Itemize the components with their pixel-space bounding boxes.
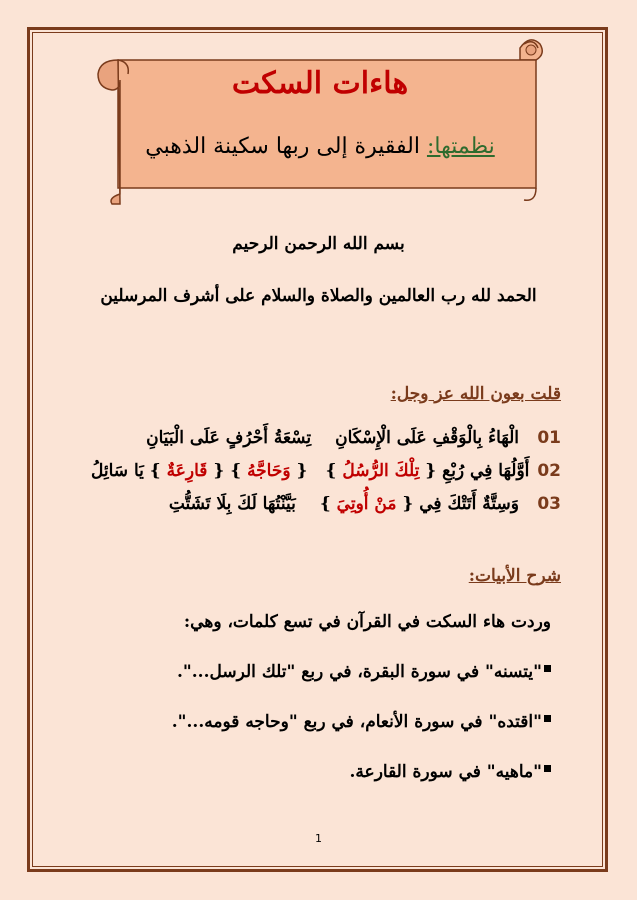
- hamd-line: الحمد لله رب العالمين والصلاة والسلام على أشرف المرسلين: [100, 286, 537, 306]
- page-number: 1: [315, 832, 322, 845]
- verse-text: وَسِتَّةٌ أَتَتْكَ فِي {: [402, 494, 519, 514]
- bullet-square-icon: [544, 665, 551, 672]
- list-item-text: "ماهيه" في سورة القارعة.: [349, 762, 542, 782]
- poem-verse-1: [91, 428, 561, 448]
- verse-text: }: [325, 461, 337, 481]
- verse-text: }: [319, 494, 331, 514]
- verse-text: أَوَّلُهَا فِي رُبْعِ {: [425, 461, 530, 481]
- author-label: نظمتها:: [426, 134, 495, 159]
- bullet-square-icon: [544, 765, 551, 772]
- quranic-word: تِلْكَ الرُّسُلُ: [342, 461, 420, 481]
- poem-verse-2: [91, 461, 561, 481]
- basmala: بسم الله الرحمن الرحيم: [232, 234, 405, 254]
- quranic-word: قَارِعَةٌ: [166, 461, 208, 481]
- poem-verse-3: [91, 494, 561, 514]
- list-item: [172, 712, 551, 732]
- verse-first-hemistich: الْهَاءُ بِالْوَقْفِ عَلَى الْإِسْكَانِ: [335, 428, 519, 448]
- bullet-square-icon: [544, 715, 551, 722]
- title-scroll-banner: [90, 34, 550, 214]
- quranic-word: وَحَاجَّهُ: [247, 461, 291, 481]
- poem-heading: قلت بعون الله عز وجل:: [390, 384, 561, 404]
- verse-first-hemistich: [326, 461, 530, 481]
- list-item-text: "اقتده" في سورة الأنعام، في ربع "وحاجه قومه...".: [171, 712, 542, 732]
- verse-second-hemistich: [91, 461, 307, 481]
- verse-number: 02: [537, 461, 561, 481]
- explanation-intro: وردت هاء السكت في القرآن في تسع كلمات، وهي:: [183, 612, 551, 632]
- verse-number: 03: [537, 494, 561, 514]
- verse-second-hemistich: بَيَّنْتُهَا لَكَ بِلَا تَشَتُّتِ: [168, 494, 296, 514]
- verse-text: {: [296, 461, 308, 481]
- verse-second-hemistich: تِسْعَةُ أَحْرُفٍ عَلَى الْبَيَانِ: [146, 428, 312, 448]
- list-item-text: "يتسنه" في سورة البقرة، في ربع "تلك الرسل...".: [176, 662, 542, 682]
- quranic-word: مَنْ أُوتِيَ: [336, 494, 397, 514]
- author-name: الفقيرة إلى ربها سكينة الذهبي: [145, 134, 420, 159]
- author-line: [120, 134, 520, 159]
- verse-text: } {: [213, 461, 242, 481]
- explanation-heading: شرح الأبيات:: [468, 566, 561, 586]
- verse-first-hemistich: [320, 494, 519, 514]
- verse-text: } يَا سَائِلُ: [91, 461, 161, 481]
- page-title: هاءات السكت: [231, 66, 409, 101]
- list-item: [177, 662, 551, 682]
- verse-number: 01: [537, 428, 561, 448]
- list-item: [350, 762, 551, 782]
